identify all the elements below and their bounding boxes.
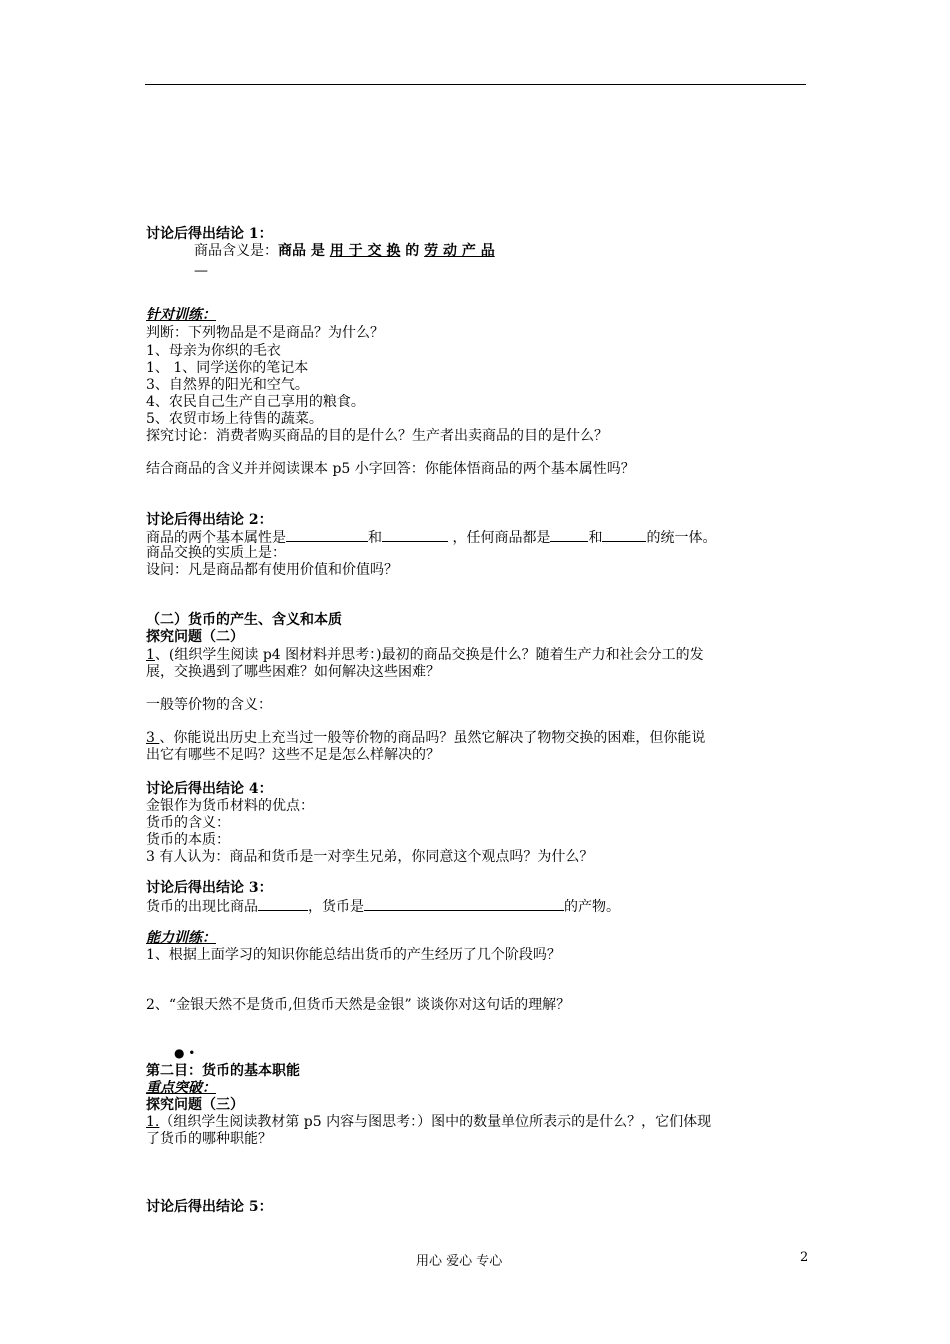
definition-dash: — <box>194 263 208 279</box>
def-part-3: 用 于 交 换 <box>329 243 401 259</box>
explore-heading-2: 探究问题（二） <box>146 629 244 645</box>
def-part-5: 劳 动 产 品 <box>424 243 495 259</box>
conclusion-4-line-1: 金银作为货币材料的优点： <box>146 798 314 814</box>
blank-2 <box>382 528 448 542</box>
money-earlier-text: 货币的出现比商品 <box>146 899 258 915</box>
ability-q2: 2、“金银天然不是货币,但货币天然是金银” 谈谈你对这句话的理解？ <box>146 997 571 1013</box>
section-2-q3-line-1 <box>146 730 705 747</box>
ability-heading: 能力训练： <box>146 930 216 946</box>
page-number: 2 <box>800 1250 809 1265</box>
attributes-text: 商品的两个基本属性是 <box>146 530 286 546</box>
conclusion-2-line-2: 商品交换的实质上是： <box>146 545 286 561</box>
training-item: 1、母亲为你织的毛衣 <box>146 343 281 359</box>
conclusion-4-line-2: 货币的含义： <box>146 815 230 831</box>
blank-4 <box>602 528 646 542</box>
commodity-definition <box>194 243 495 260</box>
blank-6 <box>364 897 564 911</box>
conclusion-4-line-3: 货币的本质： <box>146 832 230 848</box>
conclusion-2-heading: 讨论后得出结论 2： <box>146 512 273 528</box>
def-part-2: 是 <box>310 243 330 259</box>
q3-number: 3 <box>146 730 160 746</box>
conclusion-2-line-3: 设问：凡是商品都有使用价值和价值吗？ <box>146 562 398 578</box>
and-text: 和 <box>368 530 382 546</box>
q1-text: 、(组织学生阅读 p4 图材料并思考：)最初的商品交换是什么？随着生产力和社会分工的发 <box>154 647 704 663</box>
section-3-title: 第二目：货币的基本职能 <box>146 1063 300 1079</box>
conclusion-4-line-4: 3 有人认为：商品和货币是一对孪生兄弟，你同意这个观点吗？为什么？ <box>146 849 594 865</box>
section-2-q3-line-2: 出它有哪些不足吗？这些不足是怎么样解决的？ <box>146 747 440 763</box>
combine-question: 结合商品的含义并并阅读课本 p5 小字回答：你能体悟商品的两个基本属性吗？ <box>146 461 635 477</box>
definition-prefix: 商品含义是： <box>194 243 278 259</box>
section-3-q1-line-1 <box>146 1114 711 1131</box>
q3-text: 、你能说出历史上充当过一般等价物的商品吗？虽然它解决了物物交换的困难，但你能说 <box>159 730 706 746</box>
money-is-text: ，货币是 <box>308 899 364 915</box>
unity-text: ，任何商品都是 <box>448 530 551 546</box>
explore-discussion: 探究讨论：消费者购买商品的目的是什么？生产者出卖商品的目的是什么？ <box>146 428 608 444</box>
conclusion-3-line-1 <box>146 897 620 916</box>
training-question: 判断：下列物品是不是商品？为什么？ <box>146 325 384 341</box>
section-2-title: （二）货币的产生、含义和本质 <box>146 612 342 628</box>
key-breakthrough: 重点突破： <box>146 1080 216 1096</box>
product-of-text: 的产物。 <box>564 899 620 915</box>
unity-end-text: 的统一体。 <box>646 530 717 546</box>
training-item: 3、自然界的阳光和空气。 <box>146 377 309 393</box>
conclusion-1-heading: 讨论后得出结论 1： <box>146 226 273 242</box>
bullet-marks: ● • <box>174 1046 196 1060</box>
equivalent-definition: 一般等价物的含义： <box>146 697 272 713</box>
conclusion-4-heading: 讨论后得出结论 4： <box>146 781 273 797</box>
and-text: 和 <box>588 530 603 546</box>
training-heading: 针对训练： <box>146 307 216 323</box>
footer-motto: 用心 爱心 专心 <box>416 1254 503 1269</box>
q1-text: （组织学生阅读教材第 p5 内容与图思考：）图中的数量单位所表示的是什么？，它们体现 <box>159 1114 712 1130</box>
q1-number: 1. <box>146 1114 160 1130</box>
blank-3 <box>550 528 588 542</box>
conclusion-5-heading: 讨论后得出结论 5： <box>146 1199 273 1215</box>
training-item: 5、农贸市场上待售的蔬菜。 <box>146 411 323 427</box>
def-part-4: 的 <box>400 243 425 259</box>
header-rule <box>145 84 806 85</box>
q1-number: 1 <box>146 647 155 663</box>
conclusion-3-heading: 讨论后得出结论 3： <box>146 880 273 896</box>
explore-heading-3: 探究问题（三） <box>146 1097 244 1113</box>
training-item: 4、农民自己生产自己享用的粮食。 <box>146 394 365 410</box>
ability-q1: 1、根据上面学习的知识你能总结出货币的产生经历了几个阶段吗？ <box>146 947 561 963</box>
training-item: 1、 1、同学送你的笔记本 <box>146 360 309 376</box>
section-2-q1-line-1 <box>146 647 704 664</box>
blank-5 <box>258 897 308 911</box>
section-3-q1-line-2: 了货币的哪种职能？ <box>146 1131 272 1147</box>
blank-1 <box>286 528 368 542</box>
section-2-q1-line-2: 展，交换遇到了哪些困难？如何解决这些困难？ <box>146 664 440 680</box>
def-part-1: 商品 <box>278 243 311 259</box>
